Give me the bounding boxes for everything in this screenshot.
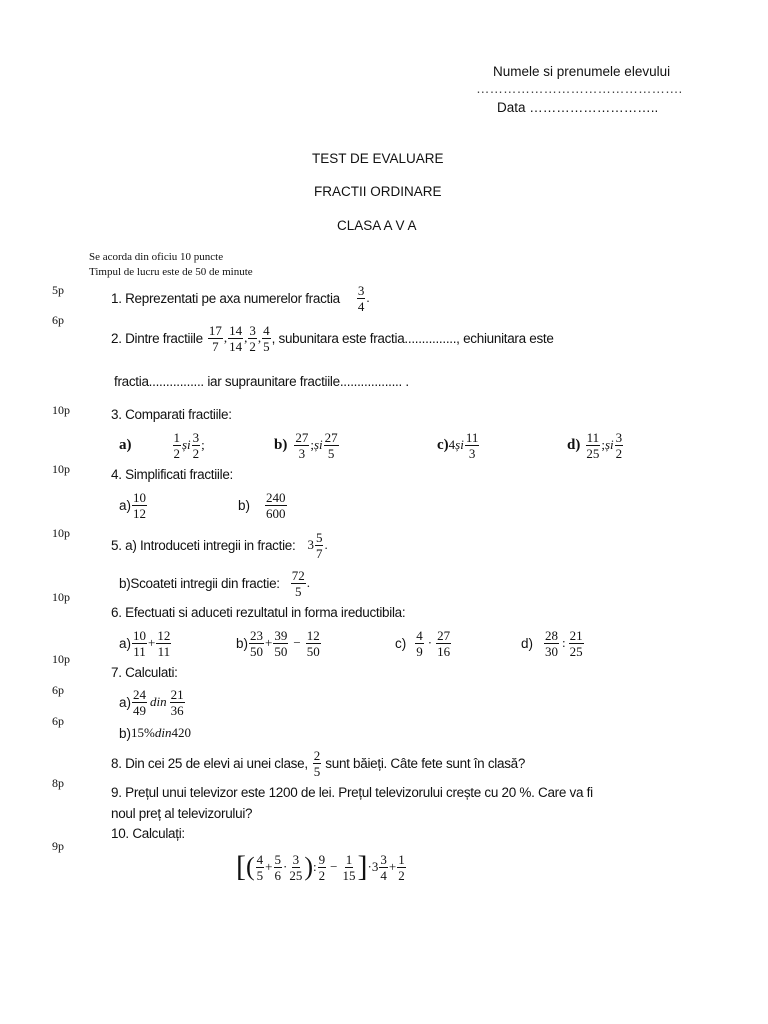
q7-a-fraction-1: [132, 687, 147, 718]
q2-fraction-2: [228, 323, 243, 354]
points-q2: 6p: [52, 313, 64, 327]
q6-a-op: +: [148, 635, 156, 650]
q10-colon: :: [313, 859, 317, 874]
q6-d-f2-num: 21: [569, 627, 583, 643]
q3-c-si: și: [455, 437, 464, 452]
q3-item-c: [437, 427, 480, 463]
q6-b-f1-num: 23: [250, 627, 264, 643]
q5-a-text: 5. a) Introduceti intregii in fractie:: [111, 537, 296, 553]
q10-fraction-1: [256, 852, 265, 883]
q10-left-bracket: [: [236, 850, 246, 883]
q8-text-before: 8. Din cei 25 de elevi ai unei clase,: [111, 755, 308, 771]
q6-text: 6. Efectuati si aduceti rezultatul in forma ireductibila:: [111, 605, 406, 620]
q7-b-din: din: [154, 725, 172, 740]
q2-sep-3: ,: [257, 330, 262, 345]
q3-d-label: d): [567, 436, 581, 453]
q6-b-f2-num: 39: [274, 627, 288, 643]
q5-den: 7: [315, 545, 323, 561]
title-line-1: TEST DE EVALUARE: [312, 151, 444, 166]
q7-item-b: [119, 724, 191, 742]
q3-a-f1-den: 2: [173, 445, 180, 461]
q3-item-b: [274, 427, 340, 463]
q2-text-after: , subunitara este fractia..............., echiunitara este: [271, 330, 554, 346]
q10-fraction-6: [397, 852, 406, 883]
q4-a-num: 10: [133, 489, 147, 505]
q4-b-den: 600: [266, 505, 286, 521]
q3-b-fraction-1: [294, 430, 309, 461]
question-2: [111, 320, 554, 356]
q3-b-sep: ;: [310, 437, 314, 452]
q4-item-b: [238, 487, 288, 523]
q6-d-f1-den: 30: [545, 643, 559, 659]
q6-a-f2-den: 11: [157, 643, 171, 659]
q2-fraction-3: [248, 323, 257, 354]
q10-f3-den: 25: [289, 867, 303, 883]
q3-d-fraction-1: [585, 430, 600, 461]
q2-f3-den: 2: [249, 338, 256, 354]
q4-text: 4. Simplificati fractiile:: [111, 467, 233, 482]
q3-b-f2-num: 27: [324, 429, 338, 445]
q4-b-label: b): [238, 497, 251, 513]
q5-b-den: 5: [294, 583, 302, 599]
q3-item-d: [567, 427, 624, 463]
q3-a-fraction-1: [173, 430, 182, 461]
q9-line-1: 9. Prețul unui televizor este 1200 de lei. Prețul televizorului crește cu 20 %. Care va fi: [111, 785, 593, 800]
q7-a-din: din: [150, 694, 167, 709]
q2-f3-num: 3: [249, 322, 256, 338]
q6-item-b: [236, 625, 322, 661]
points-q9: 9p: [52, 839, 64, 853]
q2-fraction-1: [208, 323, 223, 354]
q7-b-label: b): [119, 725, 132, 741]
q2-intro: 2. Dintre fractiile: [111, 330, 203, 346]
q10-dot-2: ·: [367, 859, 372, 874]
q3-item-a: [119, 427, 205, 463]
q6-c-f2-num: 27: [437, 627, 451, 643]
q3-d-fraction-2: [615, 430, 624, 461]
q4-a-label: a): [119, 497, 132, 513]
q2-sep-1: ,: [223, 330, 228, 345]
q6-c-f2-den: 16: [437, 643, 451, 659]
q10-fraction-3: [288, 852, 303, 883]
q1-text: 1. Reprezentati pe axa numerelor fractia: [111, 290, 340, 306]
points-q4: 10p: [52, 462, 70, 476]
q3-c-f2-den: 3: [468, 445, 476, 461]
points-q8: 8p: [52, 776, 64, 790]
q3-d-f2-den: 2: [615, 445, 623, 461]
q3-d-f2-num: 3: [615, 429, 623, 445]
q6-b-label: b): [236, 635, 249, 651]
q6-b-f2-den: 50: [274, 643, 288, 659]
q6-b-f3-num: 12: [306, 627, 320, 643]
points-q7: 10p: [52, 652, 70, 666]
q6-a-f1-num: 10: [133, 627, 147, 643]
q10-mixed-num: 3: [380, 851, 387, 867]
q5-b-end: .: [306, 575, 310, 590]
q6-b-f1-den: 50: [250, 643, 264, 659]
q3-a-fraction-2: [192, 430, 201, 461]
q5-a-end: .: [324, 537, 328, 552]
q3-d-si: și: [604, 437, 614, 452]
q6-b-f3-den: 50: [306, 643, 320, 659]
date-label: Data ………………………..: [497, 100, 659, 115]
q3-a-f2-den: 2: [192, 445, 200, 461]
q6-b-op-2: −: [293, 635, 301, 650]
q1-end: .: [366, 290, 370, 305]
q10-expression: [236, 844, 407, 890]
q10-mixed-fraction: [379, 852, 388, 883]
q10-fraction-5: [342, 852, 357, 883]
q10-minus: −: [330, 859, 338, 874]
q5-num: 5: [315, 529, 323, 545]
q6-b-fraction-1: [249, 628, 264, 659]
q7-a-f2-den: 36: [170, 702, 184, 718]
q10-right-paren: ): [304, 852, 314, 881]
q5-b-num: 72: [291, 567, 305, 583]
points-q1: 5p: [52, 283, 64, 297]
q6-d-fraction-2: [569, 628, 584, 659]
q5-b-fraction: [291, 568, 306, 599]
q2-sep-2: ,: [244, 330, 248, 345]
q3-b-f1-num: 27: [295, 429, 309, 445]
q10-plus: +: [265, 859, 273, 874]
q10-f4-num: 9: [318, 851, 326, 867]
q9-line-2: noul preț al televizorului?: [111, 806, 253, 821]
q10-plus-2: +: [388, 859, 397, 874]
points-q5: 10p: [52, 526, 70, 540]
note-points: Se acorda din oficiu 10 puncte: [89, 251, 224, 263]
q3-a-label: a): [119, 436, 132, 453]
q6-c-f1-num: 4: [416, 627, 423, 643]
q10-f1-den: 5: [256, 867, 264, 883]
q3-c-label: c): [437, 436, 449, 453]
points-q3: 10p: [52, 403, 70, 417]
q3-b-f2-den: 5: [327, 445, 335, 461]
q3-a-end: ;: [201, 437, 205, 452]
q6-d-f1-num: 28: [545, 627, 559, 643]
q6-c-op: ·: [427, 635, 433, 650]
q6-a-label: a): [119, 635, 132, 651]
q3-b-f1-den: 3: [298, 445, 306, 461]
q3-c-f2-num: 11: [465, 429, 479, 445]
q2-f1-den: 7: [212, 338, 219, 354]
q10-left-paren: (: [246, 852, 255, 881]
q6-d-op: :: [562, 635, 566, 650]
q10-mixed-whole: 3: [371, 859, 379, 874]
q10-fraction-4: [318, 852, 327, 883]
q6-c-f1-den: 9: [416, 643, 423, 659]
title-line-3: CLASA A V A: [337, 218, 417, 233]
points-q6: 10p: [52, 590, 70, 604]
q2-f1-num: 17: [208, 322, 222, 338]
q10-f1-num: 4: [256, 851, 264, 867]
q2-f4-den: 5: [263, 338, 270, 354]
question-1: [111, 280, 370, 316]
q10-text: 10. Calculați:: [111, 826, 185, 841]
q4-a-fraction: [132, 490, 147, 521]
q6-b-fraction-3: [306, 628, 321, 659]
q10-f2-den: 6: [274, 867, 282, 883]
q6-item-c: [395, 625, 452, 661]
q10-f5-den: 15: [342, 867, 356, 883]
q4-b-num: 240: [266, 489, 286, 505]
q3-a-f1-num: 1: [173, 429, 180, 445]
q10-dot: ·: [283, 859, 288, 874]
q2-f2-den: 14: [229, 338, 243, 354]
q10-f6-num: 1: [398, 851, 405, 867]
q7-a-f1-num: 24: [133, 686, 147, 702]
q6-b-op-1: +: [265, 635, 273, 650]
q2-fraction-4: [262, 323, 271, 354]
q4-b-fraction: [265, 490, 287, 521]
q6-d-label: d): [521, 635, 534, 651]
q3-b-fraction-2: [324, 430, 339, 461]
q2-line-2: fractia................ iar supraunitare fractiile.................. .: [114, 374, 409, 389]
q10-f3-num: 3: [292, 851, 300, 867]
q7-a-f1-den: 49: [133, 702, 147, 718]
q8-num: 2: [313, 747, 321, 763]
q2-f4-num: 4: [263, 322, 270, 338]
q6-a-f1-den: 11: [133, 643, 146, 659]
q7-b-percent: 15%: [131, 725, 155, 740]
q7-a-fraction-2: [170, 687, 185, 718]
points-q7b: 6p: [52, 714, 64, 728]
q8-text-after: sunt băieți. Câte fete sunt în clasă?: [325, 755, 526, 771]
q7-a-label: a): [119, 694, 132, 710]
q3-b-label: b): [274, 436, 288, 453]
q6-d-f2-den: 25: [569, 643, 583, 659]
q1-num: 3: [357, 282, 365, 298]
q5-b-text: b)Scoateti intregii din fractie:: [119, 575, 280, 591]
q7-b-value: 420: [171, 725, 191, 740]
points-q7a: 6p: [52, 683, 64, 697]
q6-b-fraction-2: [273, 628, 288, 659]
q3-a-si: și: [182, 437, 191, 452]
q10-fraction-2: [274, 852, 283, 883]
q8-den: 5: [313, 763, 321, 779]
q7-text: 7. Calculati:: [111, 665, 178, 680]
q6-item-a: [119, 625, 172, 661]
q3-c-whole: 4: [448, 437, 456, 452]
q3-text: 3. Comparati fractiile:: [111, 407, 232, 422]
q5-part-b: [119, 565, 310, 601]
title-line-2: FRACTII ORDINARE: [314, 184, 442, 199]
q6-c-label: c): [395, 635, 407, 651]
q6-a-fraction-1: [132, 628, 147, 659]
q3-d-sep: ;: [601, 437, 605, 452]
q6-d-fraction-1: [544, 628, 559, 659]
q3-d-f1-den: 25: [586, 445, 600, 461]
q10-mixed-den: 4: [380, 867, 387, 883]
q10-f5-num: 1: [345, 851, 353, 867]
student-name-dots: ……………………………………….: [476, 81, 683, 96]
q6-item-d: [521, 625, 585, 661]
q6-c-fraction-2: [436, 628, 451, 659]
q2-f2-num: 14: [229, 322, 243, 338]
q10-f4-den: 2: [318, 867, 326, 883]
note-time: Timpul de lucru este de 50 de minute: [89, 266, 253, 278]
q8-fraction: [313, 748, 322, 779]
q6-a-fraction-2: [156, 628, 171, 659]
q6-c-fraction-1: [415, 628, 424, 659]
q3-a-f2-num: 3: [192, 429, 200, 445]
q4-item-a: [119, 487, 148, 523]
q10-f6-den: 2: [398, 867, 405, 883]
q1-fraction: [357, 283, 366, 314]
question-8: [111, 745, 525, 781]
q5-part-a: [111, 527, 328, 563]
q4-a-den: 12: [133, 505, 147, 521]
student-name-label: Numele si prenumele elevului: [493, 64, 671, 79]
q5-mixed-fraction: [315, 530, 324, 561]
q10-right-bracket: ]: [357, 850, 368, 883]
q7-a-f2-num: 21: [170, 686, 184, 702]
q3-b-si: și: [313, 437, 323, 452]
q3-c-fraction: [465, 430, 480, 461]
q10-f2-num: 5: [274, 851, 282, 867]
q6-a-f2-num: 12: [157, 627, 171, 643]
q3-d-f1-num: 11: [586, 429, 600, 445]
q5-whole: 3: [307, 537, 314, 552]
q7-item-a: [119, 684, 186, 720]
q1-den: 4: [357, 298, 365, 314]
